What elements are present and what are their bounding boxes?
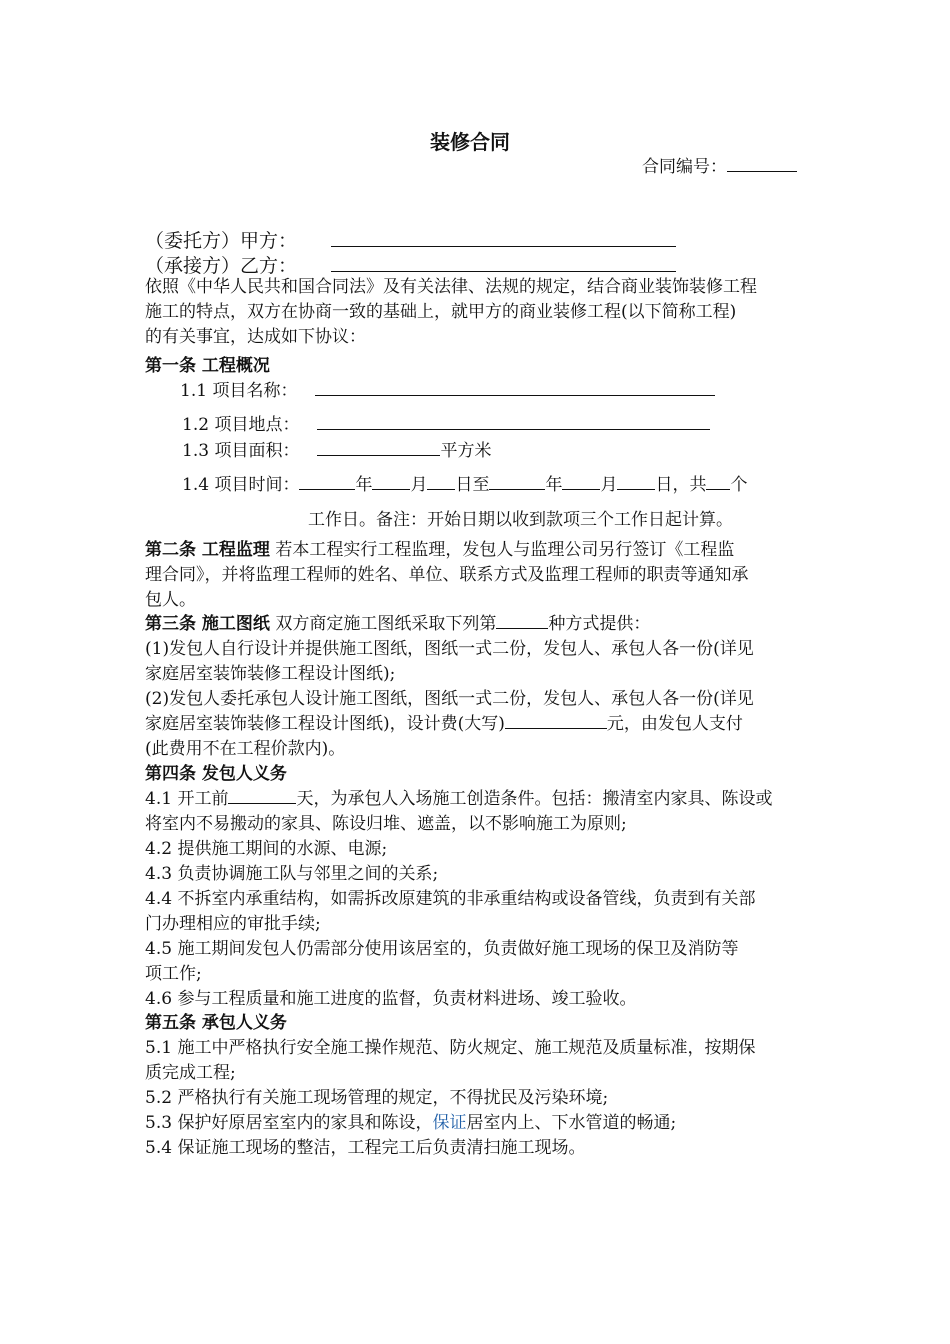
end-year-blank[interactable] [489,473,545,490]
project-time-note: 工作日。备注：开始日期以收到款项三个工作日起计算。 [308,510,733,530]
guarantee-link[interactable]: 保证 [432,1113,467,1133]
party-a-blank[interactable] [331,230,676,247]
article-3 [145,612,810,762]
month-text: 月 [410,475,428,495]
end-day-blank[interactable] [617,473,655,490]
option-2-text: 元，由发包人支付 [606,714,743,734]
article-5-heading: 第五条 承包人义务 [145,1013,287,1033]
clause-5-4: 5.4 保证施工现场的整洁，工程完工后负责清扫施工现场。 [145,1138,586,1158]
clause-5-3-text: 居室内上、下水管道的畅通; [466,1113,677,1133]
total-days-blank[interactable] [706,473,730,490]
area-unit: 平方米 [440,441,492,461]
party-b [145,251,676,278]
article-5 [145,1011,810,1161]
page-title: 装修合同 [430,130,510,154]
option-2-line: (2)发包人委托承包人设计施工图纸，图纸一式二份，发包人、承包人各一份(详见 [145,689,754,709]
party-b-label: （承接方）乙方： [145,255,298,277]
project-time-row [182,470,747,495]
year-text: 年 [355,475,373,495]
article-2 [145,538,810,613]
year-text: 年 [545,475,563,495]
project-name-label: 1.1 项目名称： [180,381,298,401]
intro-paragraph [145,275,810,350]
project-place-blank[interactable] [317,413,710,430]
clause-4-2: 4.2 提供施工期间的水源、电源; [145,839,388,859]
clause-4-4: 门办理相应的审批手续; [145,914,321,934]
clause-5-3-text: 5.3 保护好原居室室内的家具和陈设， [145,1113,433,1133]
day-total-text: 日，共 [655,475,707,495]
project-area-blank[interactable] [317,439,440,456]
clause-5-2: 5.2 严格执行有关施工现场管理的规定，不得扰民及污染环境; [145,1088,609,1108]
article-1-heading: 第一条 工程概况 [145,356,270,376]
project-area-row [182,436,491,461]
ge-text: 个 [730,475,748,495]
end-month-blank[interactable] [562,473,600,490]
clause-4-1-text: 4.1 开工前 [145,789,229,809]
contract-number [642,152,797,177]
clause-5-1: 5.1 施工中严格执行安全施工操作规范、防火规定、施工规范及质量标准，按期保 [145,1038,756,1058]
article-2-heading: 第二条 工程监理 [145,540,270,560]
month-text: 月 [600,475,618,495]
clause-4-3: 4.3 负责协调施工队与邻里之间的关系; [145,864,439,884]
option-2-line [145,712,810,737]
party-a [145,226,676,253]
clause-4-1-text: 天，为承包人入场施工创造条件。包括：搬清室内家具、陈设或 [296,789,773,809]
project-place-label: 1.2 项目地点： [182,415,300,435]
clause-4-5: 4.5 施工期间发包人仍需部分使用该居室的，负责做好施工现场的保卫及消防等 [145,939,739,959]
clause-4-6: 4.6 参与工程质量和施工进度的监督，负责材料进场、竣工验收。 [145,989,637,1009]
article-2-line: 理合同》，并将监理工程师的姓名、单位、联系方式及监理工程师的职责等通知承 [145,565,749,585]
article-3-line [145,612,810,637]
start-month-blank[interactable] [372,473,410,490]
article-3-heading: 第三条 施工图纸 [145,614,270,634]
article-2-line [145,538,810,563]
article-2-text: 若本工程实行工程监理，发包人与监理公司另行签订《工程监 [269,540,735,560]
project-area-label: 1.3 项目面积： [182,441,300,461]
clause-4-1: 将室内不易搬动的家具、陈设归堆、遮盖，以不影响施工为原则; [145,814,627,834]
method-number-blank[interactable] [496,612,548,629]
contract-number-blank[interactable] [727,155,797,172]
design-fee-blank[interactable] [505,712,607,729]
project-name-blank[interactable] [315,379,715,396]
party-a-label: （委托方）甲方： [145,230,298,252]
clause-4-4: 4.4 不拆室内承重结构，如需拆改原建筑的非承重结构或设备管线，负责到有关部 [145,889,756,909]
project-place-row [182,410,710,435]
clause-5-1: 质完成工程; [145,1063,236,1083]
article-3-text: 种方式提供： [548,614,651,634]
start-year-blank[interactable] [299,473,355,490]
day-to-text: 日至 [455,475,490,495]
article-4-heading: 第四条 发包人义务 [145,764,287,784]
intro-line: 依照《中华人民共和国合同法》及有关法律、法规的规定，结合商业装饰装修工程 [145,277,757,297]
intro-line: 的有关事宜，达成如下协议： [145,327,366,347]
contract-number-label: 合同编号： [642,157,727,177]
article-2-line: 包人。 [145,590,196,610]
option-2-line: (此费用不在工程价款内)。 [145,739,346,759]
option-1-line: 家庭居室装饰装修工程设计图纸); [145,664,396,684]
days-before-blank[interactable] [228,787,296,804]
clause-4-5: 项工作; [145,964,202,984]
clause-4-1 [145,787,810,812]
intro-line: 施工的特点，双方在协商一致的基础上，就甲方的商业装修工程(以下简称工程) [145,302,737,322]
article-3-text: 双方商定施工图纸采取下列第 [269,614,497,634]
option-1-line: (1)发包人自行设计并提供施工图纸，图纸一式二份，发包人、承包人各一份(详见 [145,639,754,659]
option-2-text: 家庭居室装饰装修工程设计图纸)，设计费(大写) [145,714,505,734]
party-b-blank[interactable] [331,255,676,272]
article-4 [145,762,810,1012]
start-day-blank[interactable] [427,473,455,490]
project-name-row [180,376,715,401]
clause-5-3 [145,1111,810,1136]
project-time-label: 1.4 项目时间： [182,475,300,495]
